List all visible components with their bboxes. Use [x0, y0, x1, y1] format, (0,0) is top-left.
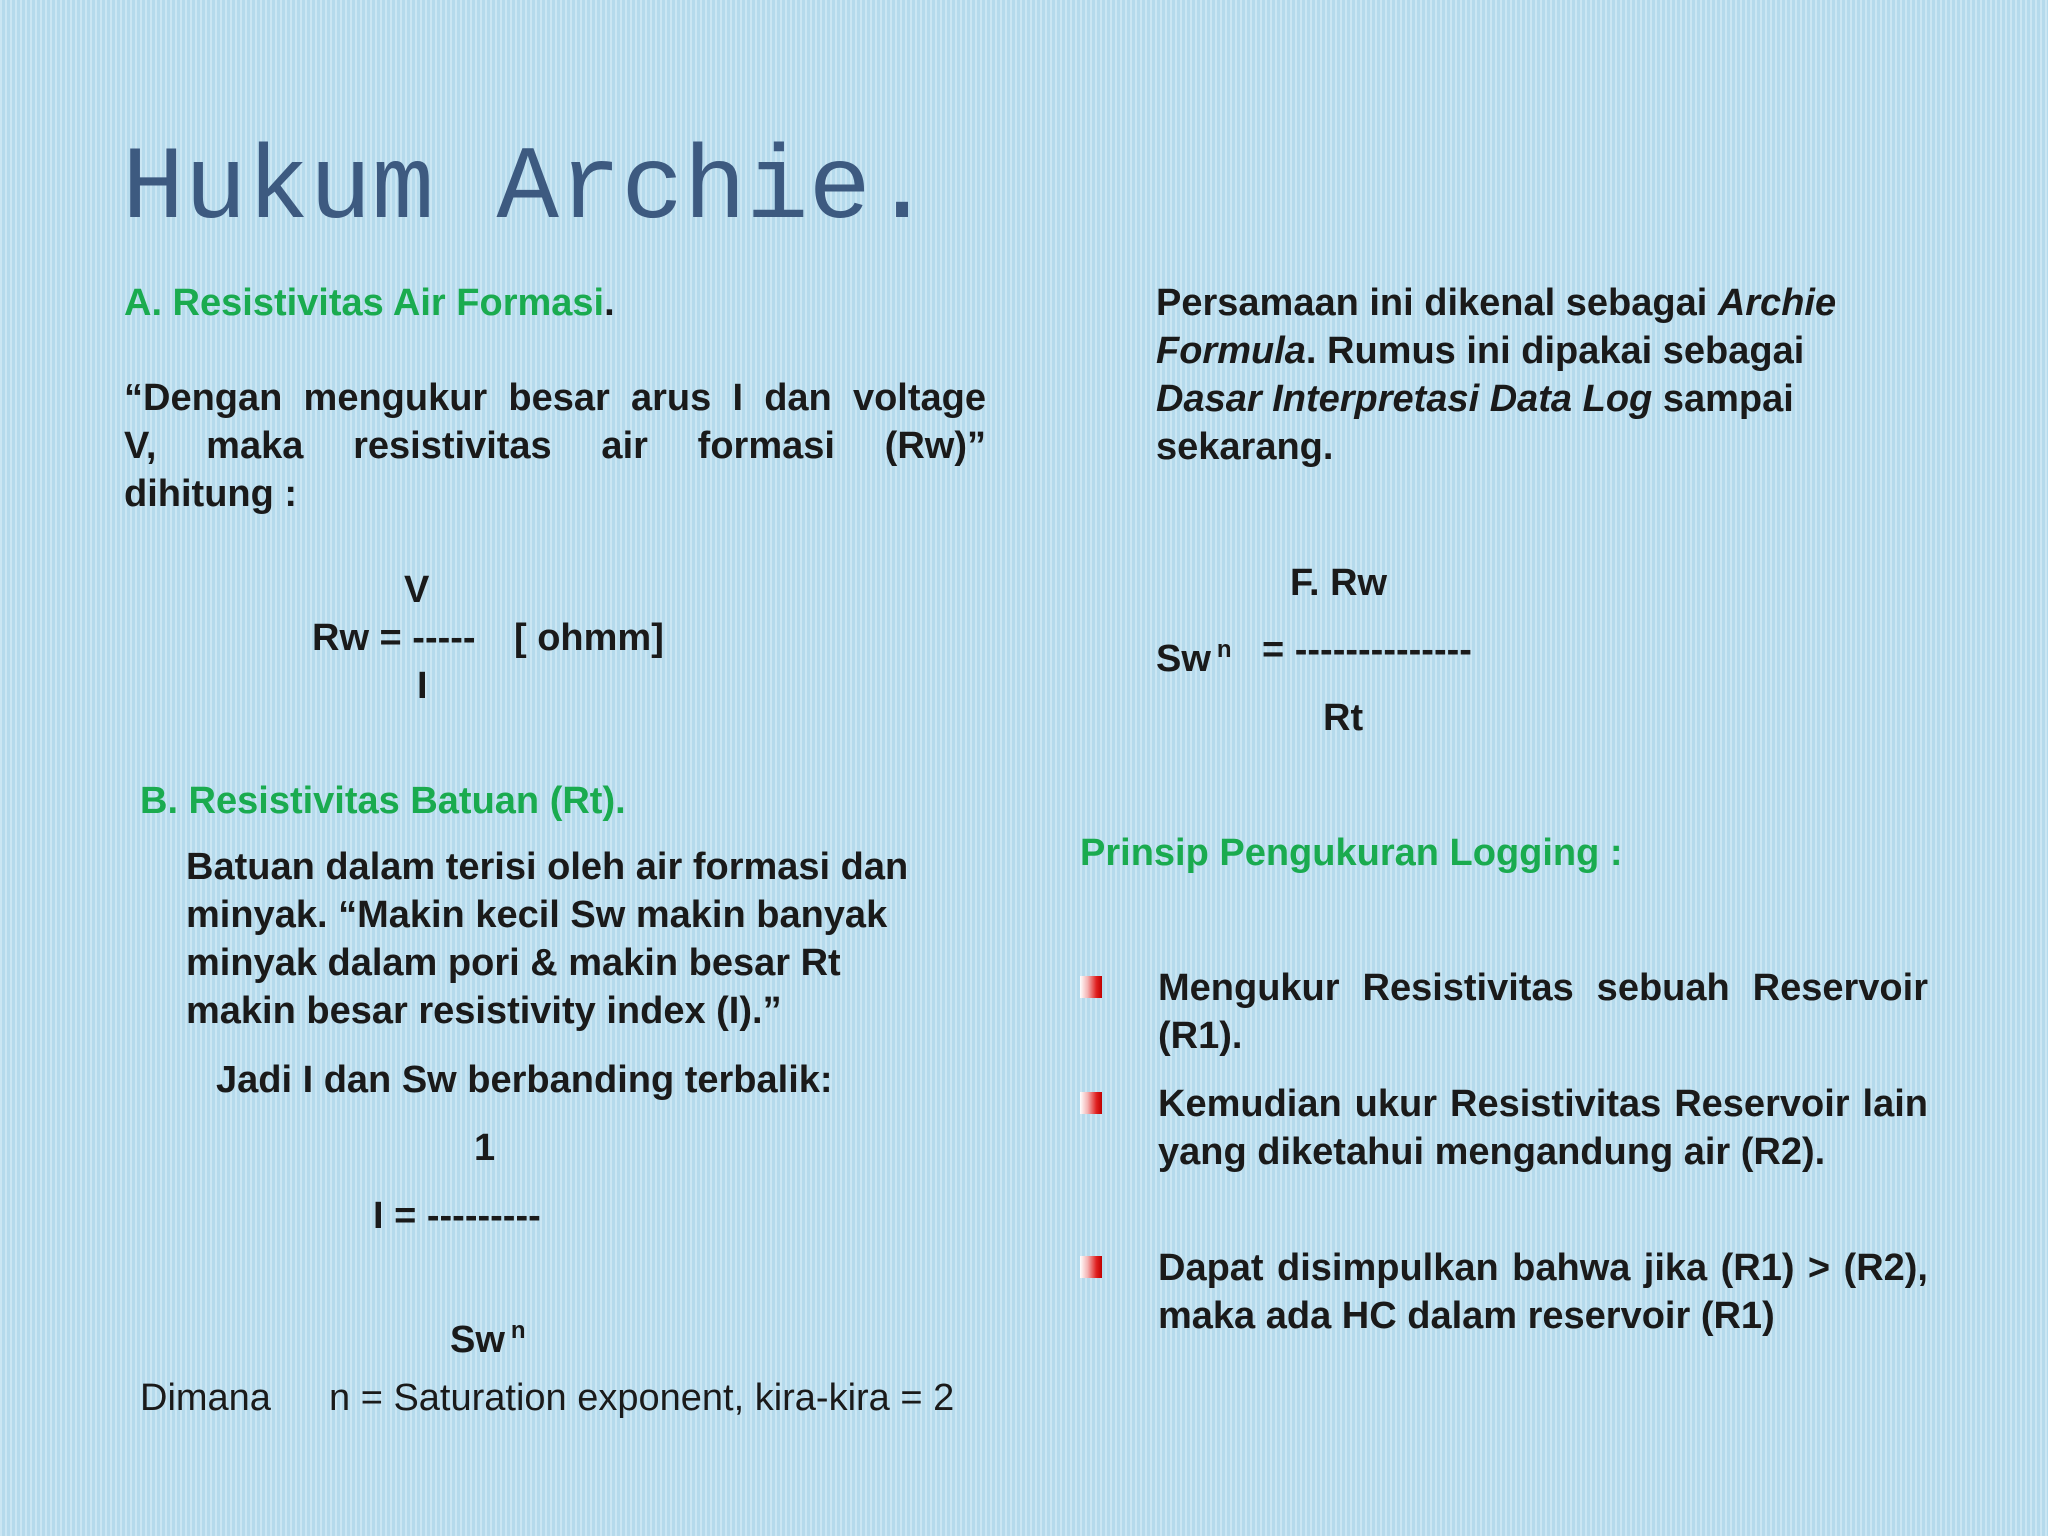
where-text: n = Saturation exponent, kira-kira = 2: [329, 1377, 955, 1419]
sw-formula-numerator: F. Rw: [1290, 562, 1388, 604]
archie-intro-line-4: sekarang.: [1156, 426, 1334, 468]
sw-formula-equals: = --------------: [1262, 629, 1472, 671]
rw-formula-unit: [ ohmm]: [514, 617, 664, 659]
list-item-text: Kemudian ukur Resistivitas Reservoir lain yang diketahui mengandung air (R2).: [1158, 1083, 1928, 1173]
section-a-line-2: V, maka resistivitas air formasi (Rw)”: [124, 425, 986, 467]
archie-intro-text-1: Persamaan ini dikenal sebagai: [1156, 282, 1718, 324]
i-formula-denominator: [450, 1307, 526, 1364]
archie-intro-text-3: sampai: [1652, 378, 1794, 420]
archie-intro-text-2: . Rumus ini dipakai sebagai: [1305, 330, 1805, 372]
principle-heading: Prinsip Pengukuran Logging :: [1080, 832, 1623, 874]
i-formula-numerator: 1: [474, 1127, 496, 1169]
list-item-text: Mengukur Resistivitas sebuah Reservoir (R1).: [1158, 967, 1928, 1057]
rw-formula-lhs: Rw = -----: [312, 617, 476, 659]
bullet-square-icon: [1080, 976, 1102, 998]
archie-intro-line-3: [1156, 375, 1896, 423]
slide-title: Hukum Archie.: [122, 131, 934, 249]
section-b-line-1: Batuan dalam terisi oleh air formasi dan: [186, 846, 909, 888]
list-item: [1080, 1244, 1930, 1340]
section-b-line-2: minyak. “Makin kecil Sw makin banyak: [186, 894, 888, 936]
list-item: [1080, 1080, 1930, 1176]
list-item: [1080, 964, 1930, 1060]
i-formula-lhs: I = ---------: [373, 1195, 541, 1237]
sw-formula-lhs: [1156, 626, 1232, 683]
archie-intro: [1156, 279, 1896, 471]
archie-intro-italic-2: Formula: [1156, 330, 1306, 372]
sw-formula-exponent: n: [1216, 636, 1232, 663]
archie-intro-line-2: [1156, 327, 1896, 375]
section-b-heading: B. Resistivitas Batuan (Rt).: [140, 780, 626, 822]
section-b-conclusion: Jadi I dan Sw berbanding terbalik:: [216, 1059, 833, 1101]
bullet-square-icon: [1080, 1092, 1102, 1114]
section-b-line-4: makin besar resistivity index (I).”: [186, 990, 782, 1032]
rw-formula-numerator: V: [404, 569, 430, 611]
section-a-heading-text: A. Resistivitas Air Formasi: [124, 282, 605, 324]
where-label: Dimana: [140, 1377, 271, 1419]
sw-formula-sw: Sw: [1156, 638, 1211, 680]
section-a-heading-dot: .: [604, 282, 615, 324]
section-a-line-1: “Dengan mengukur besar arus I dan voltage: [124, 377, 986, 419]
section-a-heading: [124, 279, 615, 327]
i-formula-sw: Sw: [450, 1319, 505, 1361]
archie-intro-italic-1: Archie: [1717, 282, 1837, 324]
section-a-line-3: dihitung :: [124, 473, 298, 515]
archie-intro-line-1: [1156, 279, 1896, 327]
archie-intro-italic-3: Dasar Interpretasi Data Log: [1156, 378, 1653, 420]
section-a-paragraph: [124, 374, 986, 518]
bullet-square-icon: [1080, 1256, 1102, 1278]
section-b-line-3: minyak dalam pori & makin besar Rt: [186, 942, 841, 984]
sw-formula-denominator: Rt: [1323, 697, 1364, 739]
i-formula-exponent: n: [510, 1317, 526, 1344]
principle-list: [1080, 964, 1930, 1364]
list-item-text: Dapat disimpulkan bahwa jika (R1) > (R2), maka ada HC dalam reservoir (R1): [1158, 1247, 1928, 1337]
section-b-paragraph: [186, 843, 976, 1035]
rw-formula-denominator: I: [417, 665, 428, 707]
